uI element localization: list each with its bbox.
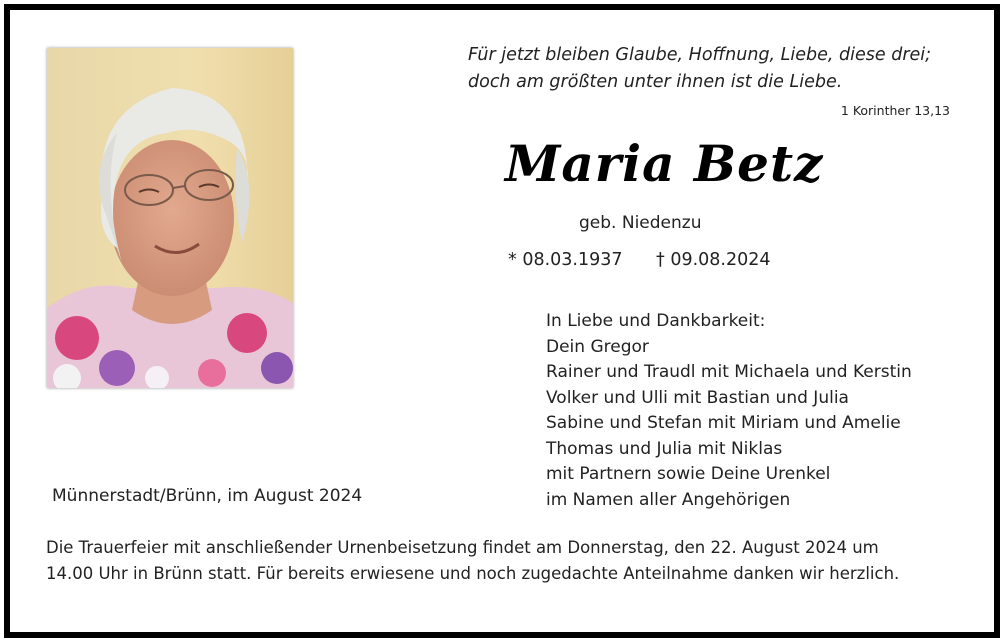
mourner-line: mit Partnern sowie Deine Urenkel bbox=[546, 464, 831, 484]
death-date: † 09.08.2024 bbox=[656, 250, 771, 270]
mourner-line: Sabine und Stefan mit Miriam und Amelie bbox=[546, 413, 901, 433]
birth-name: geb. Niedenzu bbox=[579, 213, 702, 233]
birth-date: * 08.03.1937 bbox=[508, 250, 623, 270]
mourner-line: In Liebe und Dankbarkeit: bbox=[546, 311, 766, 331]
mourner-line: Volker und Ulli mit Bastian und Julia bbox=[546, 387, 849, 408]
mourner-line: Rainer und Traudl mit Michaela und Kerstin bbox=[546, 362, 912, 382]
quote-line-1: Für jetzt bleiben Glaube, Hoffnung, Liebe, diese drei; bbox=[468, 45, 932, 65]
deceased-name: Maria Betz bbox=[505, 134, 824, 193]
bible-quote bbox=[468, 42, 948, 96]
portrait-photo bbox=[47, 48, 293, 388]
mourner-line: Dein Gregor bbox=[546, 336, 649, 357]
mourners-list bbox=[546, 309, 912, 513]
quote-source: 1 Korinther 13,13 bbox=[840, 103, 950, 118]
quote-line-2: doch am größten unter ihnen ist die Liebe. bbox=[468, 72, 843, 92]
place-date: Münnerstadt/Brünn, im August 2024 bbox=[52, 486, 363, 506]
mourner-line: Thomas und Julia mit Niklas bbox=[546, 438, 783, 459]
notice-line-2: 14.00 Uhr in Brünn statt. Für bereits erwiesene und noch zugedachte Anteilnahme danken wir herzlich. bbox=[46, 564, 900, 583]
funeral-notice bbox=[46, 535, 966, 587]
notice-line-1: Die Trauerfeier mit anschließender Urnenbeisetzung findet am Donnerstag, den 22. August 2024 um bbox=[46, 538, 879, 557]
mourner-line: im Namen aller Angehörigen bbox=[546, 489, 791, 510]
